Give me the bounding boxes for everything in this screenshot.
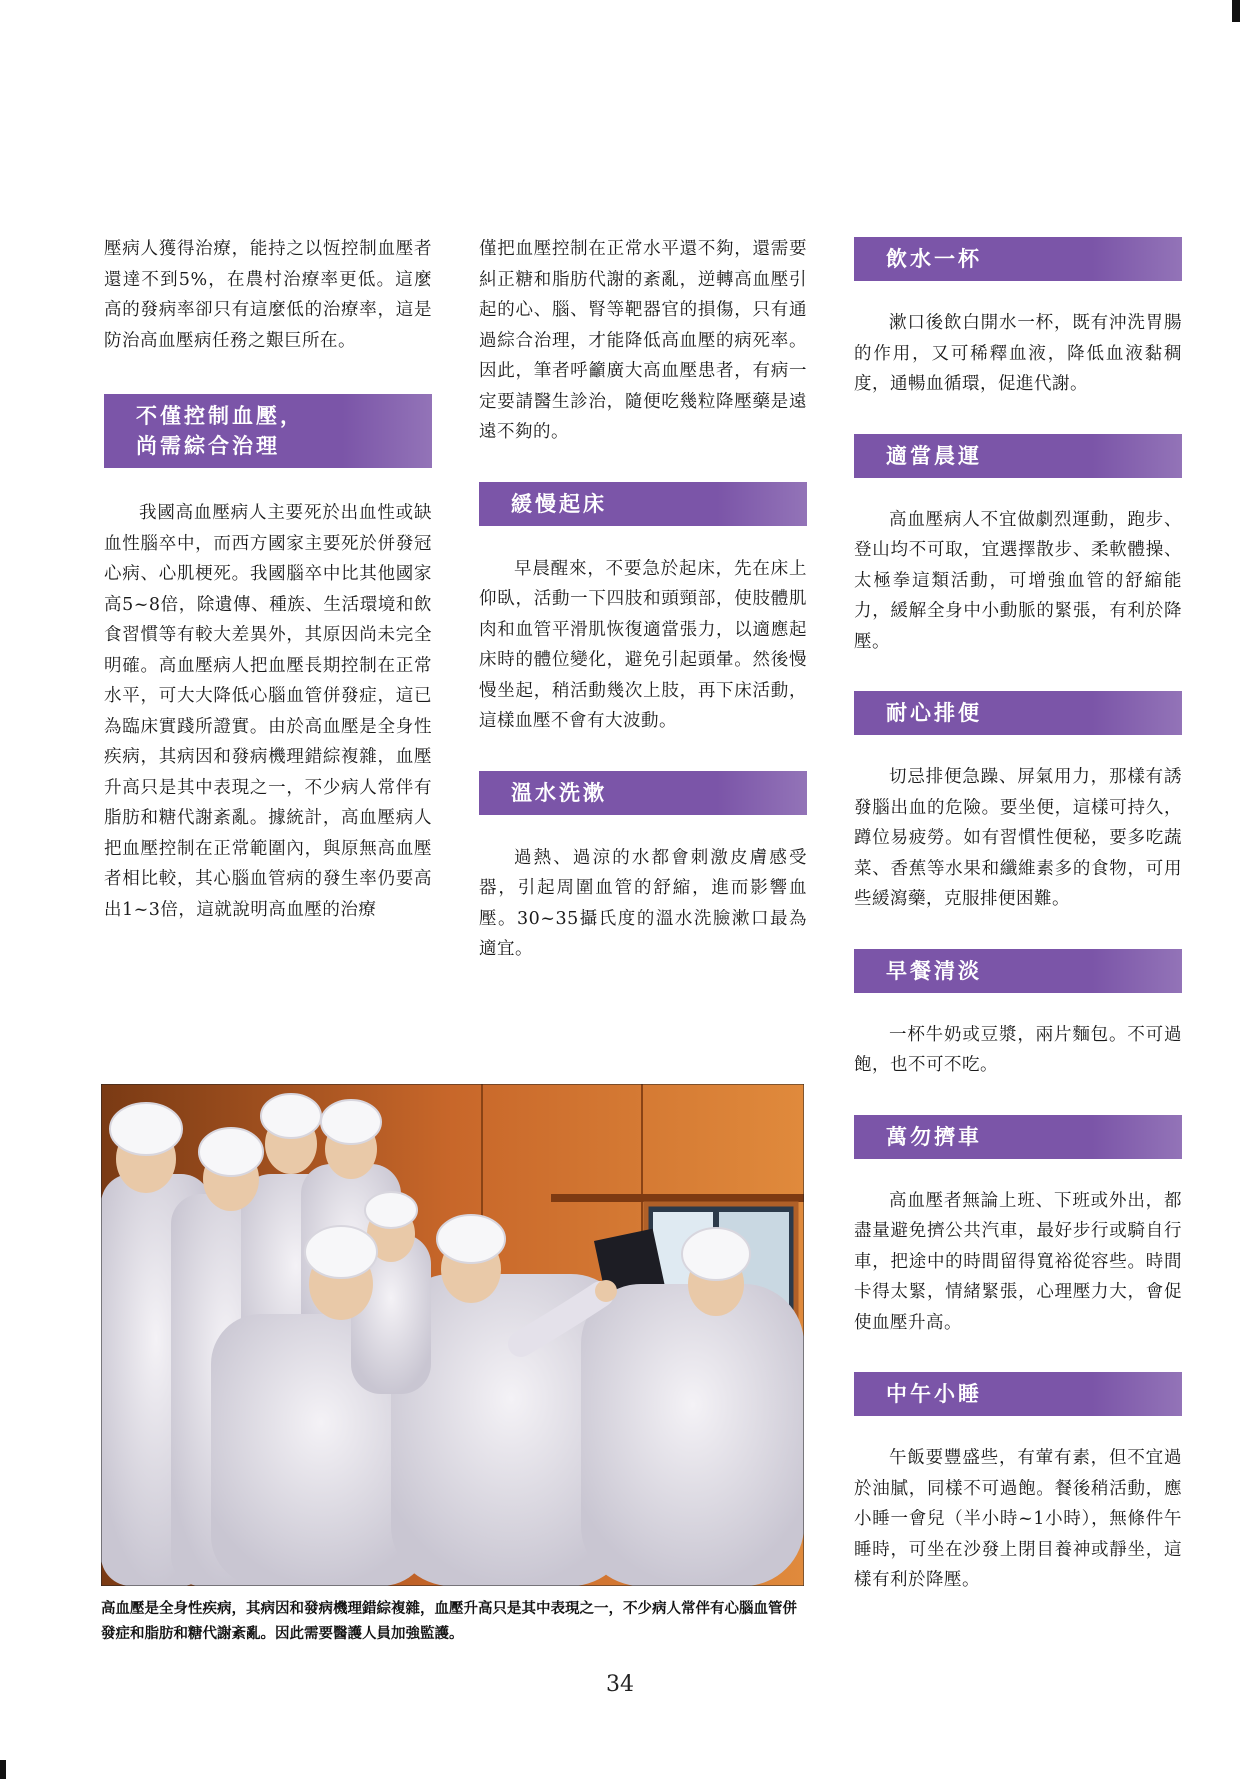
photo-caption: 高血壓是全身性疾病，其病因和發病機理錯綜複雜，血壓升高只是其中表現之一，不少病人常伴有心腦血管併發症和脂肪和糖代謝紊亂。因此需要醫護人員加強監護。 [101,1601,797,1642]
medical-team-photo [101,1084,804,1586]
heading-patient-defecation: 耐心排便 [854,691,1182,735]
morning-exercise-text: 高血壓病人不宜做劇烈運動，跑步、登山均不可取，宜選擇散步、柔軟體操、太極拳這類活動，可增強血管的舒縮能力，緩解全身中小動脈的緊張，有利於降壓。 [854,509,1182,652]
scan-edge-mark-top [1232,0,1240,22]
heading-comprehensive-treatment [104,394,432,468]
page-number: 34 [606,1672,634,1697]
heading-slow-rising: 緩慢起床 [479,482,807,526]
column-3 [854,237,1182,1596]
heading-midday-nap: 中午小睡 [854,1372,1182,1416]
col2-lead-text: 僅把血壓控制在正常水平還不夠，還需要糾正糖和脂肪代謝的紊亂，逆轉高血壓引起的心、腦、腎等靶器官的損傷，只有通過綜合治理，才能降低高血壓的病死率。因此，筆者呼籲廣大高血壓患者，有病一定要請醫生診治，隨便吃幾粒降壓藥是遠遠不夠的。 [479,239,807,442]
heading-warm-water-wash: 溫水洗漱 [479,771,807,815]
col1-body-text: 我國高血壓病人主要死於出血性或缺血性腦卒中，而西方國家主要死於併發冠心病、心肌梗死。我國腦卒中比其他國家高5~8倍，除遺傳、種族、生活環境和飲食習慣等有較大差異外，其原因尚未完全明確。高血壓病人把血壓長期控制在正常水平，可大大降低心腦血管併發症，這已為臨床實踐所證實。由於高血壓是全身性疾病，其病因和發病機理錯綜複雜，血壓升高只是其中表現之一，不少病人常伴有脂肪和糖代謝紊亂。據統計，高血壓病人把血壓控制在正常範圍內，與原無高血壓者相比較，其心腦血管病的發生率仍要高出1~3倍，這就說明高血壓的治療 [104,503,432,920]
heading-line-2: 尚需綜合治理 [136,434,280,458]
patient-defecation-text: 切忌排便急躁、屏氣用力，那樣有誘發腦出血的危險。要坐便，這樣可持久，蹲位易疲勞。如有習慣性便秘，要多吃蔬菜、香蕉等水果和纖維素多的食物，可用些緩瀉藥，克服排便困難。 [854,767,1182,909]
avoid-crowded-bus-text: 高血壓者無論上班、下班或外出，都盡量避免擠公共汽車，最好步行或騎自行車，把途中的時間留得寬裕從容些。時間卡得太緊，情緒緊張，心理壓力大，會促使血壓升高。 [854,1190,1182,1333]
midday-nap-text: 午飯要豐盛些，有葷有素，但不宜過於油膩，同樣不可過飽。餐後稍活動，應小睡一會兒（半小時~1小時），無條件午睡時，可坐在沙發上閉目養神或靜坐，這樣有利於降壓。 [854,1448,1182,1590]
warm-water-wash-text: 過熱、過涼的水都會刺激皮膚感受器，引起周圍血管的舒縮，進而影響血壓。30~35攝氏度的溫水洗臉漱口最為適宜。 [479,847,807,959]
drink-water-text: 漱口後飲白開水一杯，既有沖洗胃腸的作用，又可稀釋血液，降低血液黏稠度，通暢血循環，促進代謝。 [854,313,1182,394]
scan-edge-mark-bottom [0,1760,6,1779]
heading-avoid-crowded-bus: 萬勿擠車 [854,1115,1182,1159]
col1-lead-text: 壓病人獲得治療，能持之以恆控制血壓者還達不到5%，在農村治療率更低。這麼高的發病率卻只有這麼低的治療率，這是防治高血壓病任務之艱巨所在。 [104,239,432,351]
column-1 [104,234,432,925]
light-breakfast-text: 一杯牛奶或豆漿，兩片麵包。不可過飽，也不可不吃。 [854,1024,1182,1075]
column-2 [479,234,807,965]
heading-drink-water: 飲水一杯 [854,237,1182,281]
heading-line-1: 不僅控制血壓， [136,404,304,428]
heading-light-breakfast: 早餐清淡 [854,949,1182,993]
slow-rising-text: 早晨醒來，不要急於起床，先在床上仰臥，活動一下四肢和頭頸部，使肢體肌肉和血管平滑肌恢復適當張力，以適應起床時的體位變化，避免引起頭暈。然後慢慢坐起，稍活動幾次上肢，再下床活動，這樣血壓不會有大波動。 [479,558,807,731]
heading-morning-exercise: 適當晨運 [854,434,1182,478]
